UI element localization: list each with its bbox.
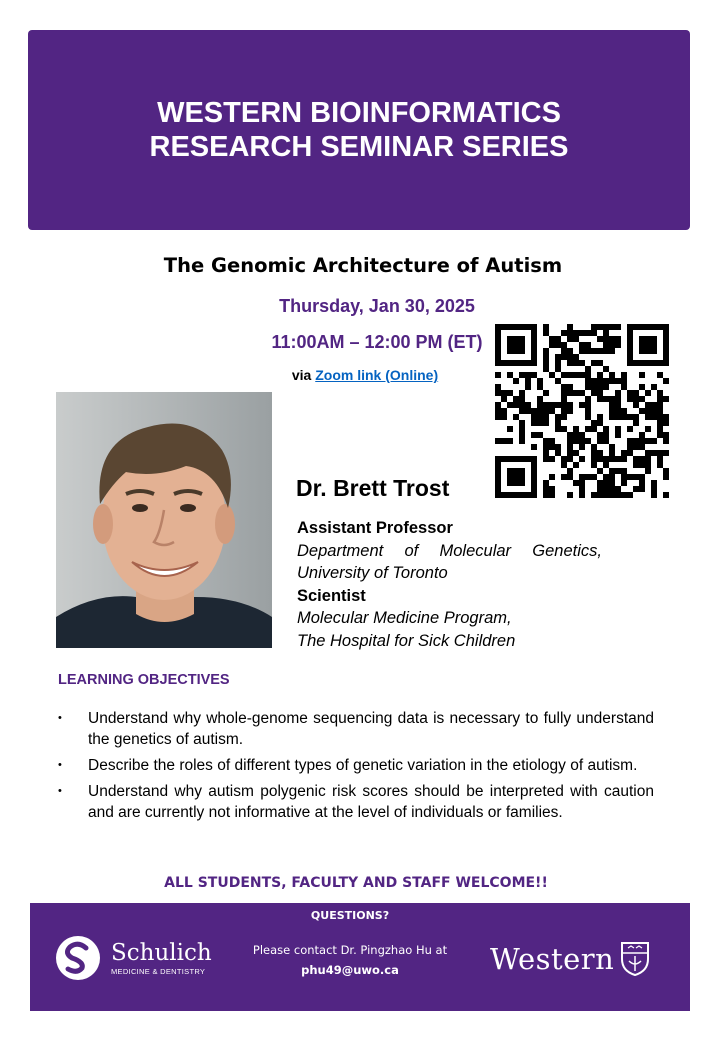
welcome-banner: ALL STUDENTS, FACULTY AND STAFF WELCOME!! [164, 875, 548, 891]
program-line2: The Hospital for Sick Children [297, 631, 516, 650]
via-label: via [291, 367, 316, 383]
schulich-logo [55, 935, 212, 981]
schulich-subtitle: MEDICINE & DENTISTRY [111, 966, 206, 976]
dept-line1: Department of Molecular Genetics, [297, 541, 602, 560]
schulich-name: Schulich [111, 939, 212, 966]
talk-date: Thursday, Jan 30, 2025 [279, 296, 475, 316]
list-item: • Describe the roles of different types of genetic variation in the etiology of autism. [56, 755, 654, 776]
objectives-list [56, 708, 654, 828]
role-assistant-professor: Assistant Professor [297, 519, 453, 537]
contact-email[interactable]: phu49@uwo.ca [301, 963, 399, 977]
western-name: Western [490, 942, 615, 976]
speaker-photo [56, 392, 272, 648]
banner-title-line1: WESTERN BIOINFORMATICS [157, 97, 561, 129]
program-line1: Molecular Medicine Program, [297, 609, 512, 627]
talk-time: 11:00AM – 12:00 PM (ET) [271, 332, 483, 352]
speaker-portrait-icon [56, 392, 272, 648]
list-item: • Understand why autism polygenic risk scores should be interpreted with caution and are currently not informative at the level of individuals or families. [56, 781, 654, 823]
qr-code-icon[interactable] [495, 324, 669, 498]
speaker-affiliations [297, 517, 602, 652]
banner-title-line2: RESEARCH SEMINAR SERIES [149, 131, 569, 163]
contact-info [230, 940, 470, 980]
zoom-link-row [240, 367, 490, 383]
western-logo [490, 941, 650, 977]
seminar-banner [28, 30, 690, 230]
role-scientist: Scientist [297, 586, 366, 605]
zoom-link[interactable]: Zoom link (Online) [315, 367, 439, 383]
speaker-name: Dr. Brett Trost [296, 475, 450, 501]
talk-title: The Genomic Architecture of Autism [163, 254, 563, 277]
schulich-logo-icon [55, 935, 101, 981]
list-item: • Understand why whole-genome sequencing data is necessary to fully understand the genetics of autism. [56, 708, 654, 750]
footer-bar [30, 903, 690, 1011]
questions-heading: QUESTIONS? [310, 909, 390, 922]
western-crest-icon [620, 941, 650, 977]
objectives-heading: LEARNING OBJECTIVES [58, 672, 230, 688]
dept-line2: University of Toronto [297, 564, 448, 582]
contact-text: Please contact Dr. Pingzhao Hu at [252, 943, 448, 957]
